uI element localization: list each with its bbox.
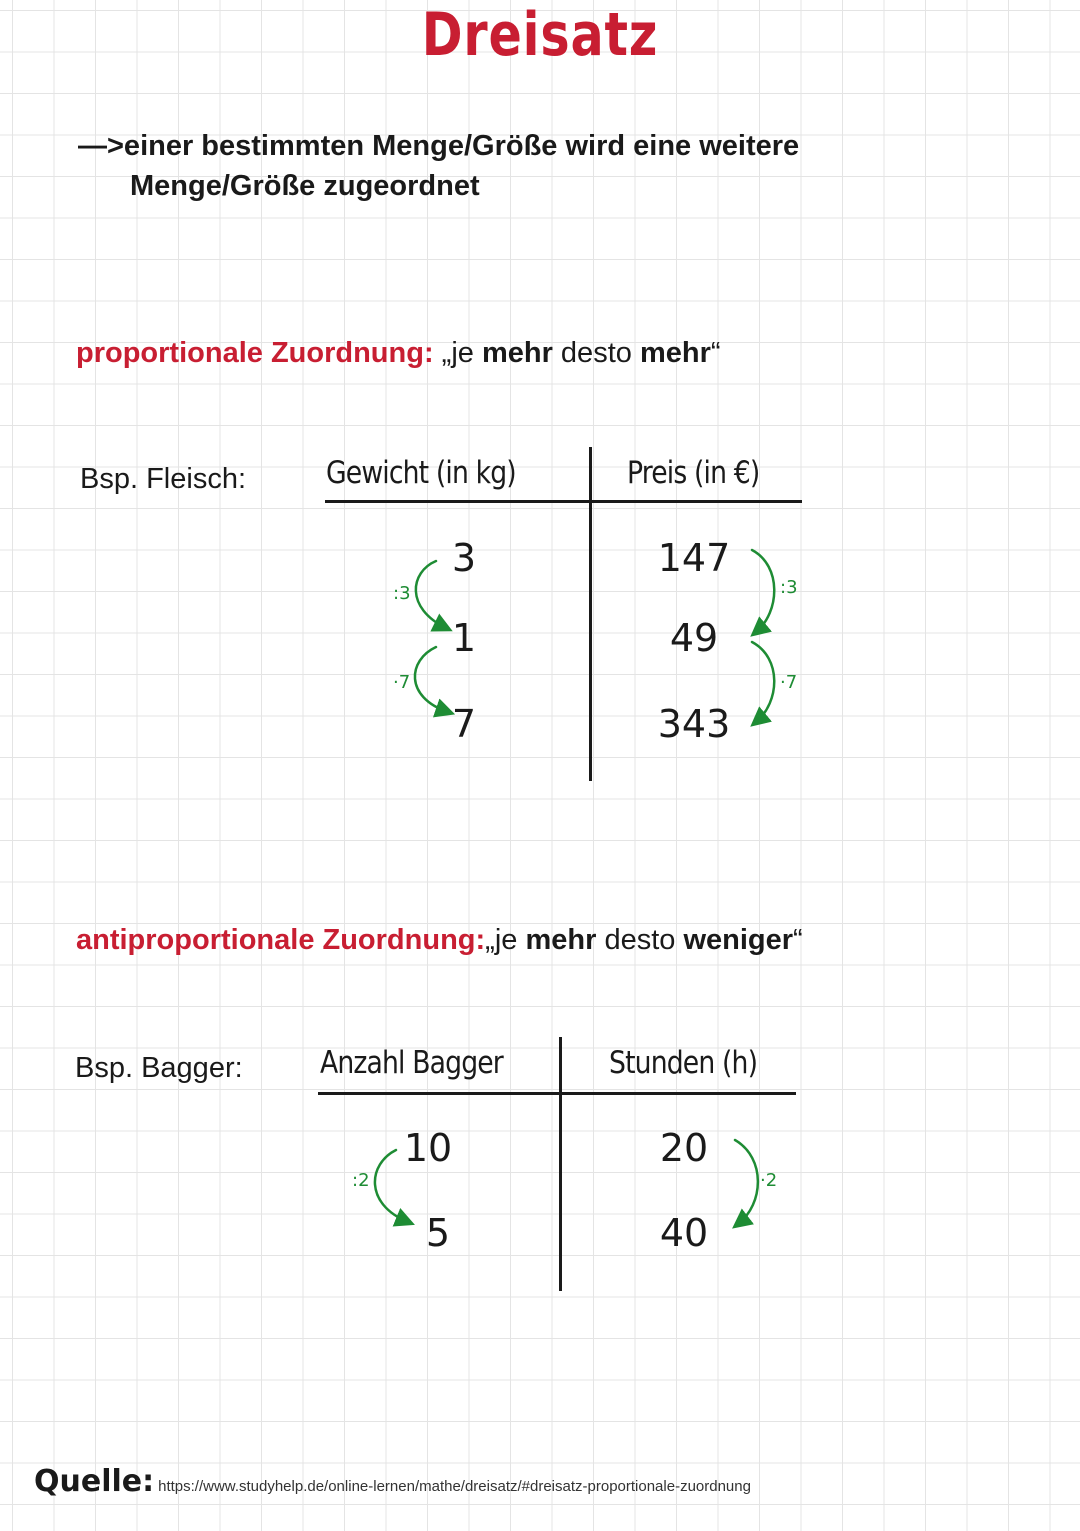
quote-mid: desto [596, 924, 684, 956]
proportional-heading-label: proportionale Zuordnung: [76, 337, 434, 369]
arrow-divide-2-left [375, 1150, 408, 1222]
table1-header-price: Preis (in €) [627, 455, 760, 491]
table2-left-op: :2 [352, 1170, 370, 1191]
arrow-multiply-2-right [735, 1140, 758, 1224]
table1-weight-value: 3 [451, 536, 477, 580]
keyword-more: mehr [525, 924, 597, 956]
keyword-less: weniger [683, 924, 794, 956]
source-citation [34, 1464, 751, 1499]
table2-count-value: 5 [425, 1211, 451, 1255]
arrow-multiply-7-right [752, 642, 774, 722]
table2-header-hours: Stunden (h) [609, 1045, 758, 1081]
page-title: Dreisatz [421, 0, 659, 70]
table2-header-count: Anzahl Bagger [320, 1045, 503, 1081]
table1-header-weight: Gewicht (in kg) [326, 455, 516, 491]
table1-price-value: 49 [669, 616, 719, 660]
table1-price-value: 343 [657, 702, 731, 746]
table1-right-op: ·7 [780, 672, 798, 693]
table2-right-op: ·2 [760, 1170, 778, 1191]
quote-mid: desto [552, 337, 640, 369]
table1-left-op: :3 [393, 583, 411, 604]
arrow-divide-3-right [752, 550, 774, 632]
table2-hours-value: 40 [659, 1211, 709, 1255]
quote-close: “ [793, 924, 803, 956]
table1-left-op: ·7 [393, 672, 411, 693]
arrow-divide-3-left [416, 561, 446, 628]
table1-right-op: :3 [780, 577, 798, 598]
arrow-multiply-7-left [415, 647, 448, 712]
quote-close: “ [710, 337, 721, 369]
table1-price-value: 147 [657, 536, 731, 580]
quote-open: „je [485, 924, 526, 956]
antiproportional-heading-label: antiproportionale Zuordnung: [76, 924, 486, 956]
table1-weight-value: 7 [451, 702, 477, 746]
keyword-more-1: mehr [481, 337, 553, 369]
keyword-more-2: mehr [639, 337, 711, 369]
example-label-excavator: Bsp. Bagger: [75, 1052, 243, 1084]
intro-line-1: —>einer bestimmten Menge/Größe wird eine weitere [78, 130, 800, 162]
intro-line-2: Menge/Größe zugeordnet [130, 170, 480, 202]
source-url: https://www.studyhelp.de/online-lernen/mathe/dreisatz/#dreisatz-proportionale-zuordnung [158, 1478, 751, 1495]
source-label: Quelle: [34, 1464, 155, 1499]
table2-count-value: 10 [403, 1126, 453, 1170]
table2-hours-value: 20 [659, 1126, 709, 1170]
table1-weight-value: 1 [451, 616, 477, 660]
quote-open: „je [433, 337, 482, 369]
example-label-meat: Bsp. Fleisch: [80, 463, 246, 495]
